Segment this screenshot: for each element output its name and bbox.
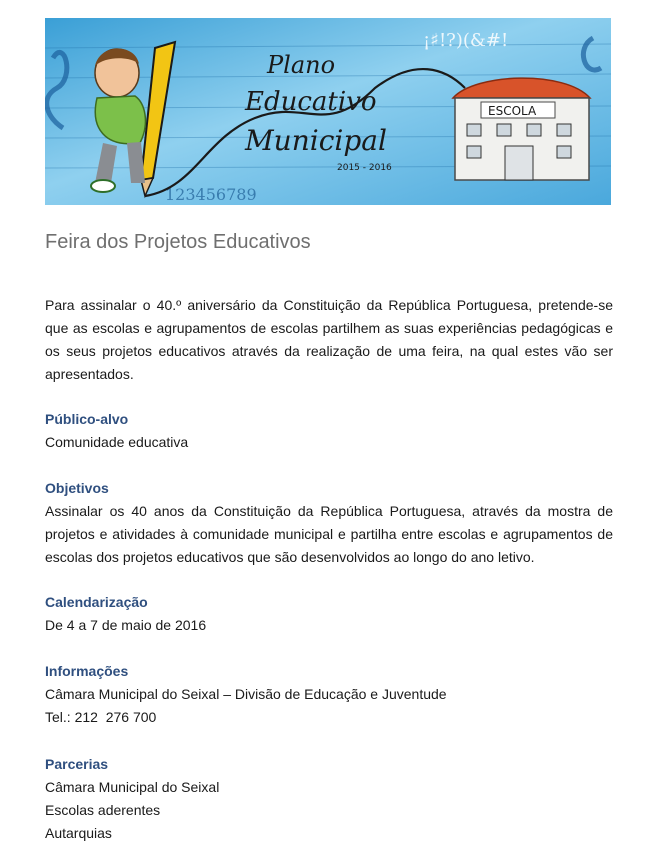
banner-title-line-3: Municipal — [245, 124, 387, 157]
banner-title-line-1: Plano — [267, 51, 336, 79]
banner-years: 2015 - 2016 — [337, 163, 392, 173]
article-body — [45, 294, 613, 868]
section-parcerias — [45, 753, 613, 845]
list-item: Câmara Municipal do Seixal — [45, 779, 220, 795]
section-informacoes — [45, 660, 613, 729]
section-text: Comunidade educativa — [45, 434, 189, 450]
school-building-illustration — [453, 78, 590, 180]
section-heading: Objetivos — [45, 480, 109, 496]
section-heading: Parcerias — [45, 756, 109, 772]
header-banner — [45, 18, 611, 205]
section-objetivos — [45, 477, 613, 569]
section-text: De 4 a 7 de maio de 2016 — [45, 617, 207, 633]
school-sign: ESCOLA — [488, 104, 537, 118]
section-heading: Público-alvo — [45, 411, 129, 427]
list-item: Autarquias — [45, 825, 112, 841]
section-heading: Informações — [45, 663, 129, 679]
section-text-line: Câmara Municipal do Seixal – Divisão de Educação e Juventude — [45, 686, 447, 702]
section-publico-alvo — [45, 408, 613, 454]
intro-paragraph: Para assinalar o 40.º aniversário da Constituição da República Portuguesa, pretende-se que as escolas e agrupamentos de escolas partilhem as suas experiências pedagógicas e os seus projetos educativos através da realização de uma feira, na qual estes vão ser apresentados. — [45, 297, 613, 382]
list-item: Escolas aderentes — [45, 802, 161, 818]
section-heading: Calendarização — [45, 594, 148, 610]
banner-title-line-2: Educativo — [245, 87, 377, 117]
section-text: Assinalar os 40 anos da Constituição da República Portuguesa, através da mostra de projetos e atividades à comunidade municipal e partilha entre escolas e agrupamentos de escolas dos projetos educativos que são desenvolvidos ao longo do ano letivo. — [45, 503, 613, 565]
banner-numbers: 123456789 — [165, 185, 257, 204]
banner-illustration — [45, 18, 611, 205]
banner-scribbles: ¡♯!?)(&#! — [423, 30, 509, 51]
page-title: Feira dos Projetos Educativos — [45, 231, 311, 253]
section-calendarizacao — [45, 591, 613, 637]
phone-number: Tel.: 212 276 700 — [45, 709, 157, 725]
